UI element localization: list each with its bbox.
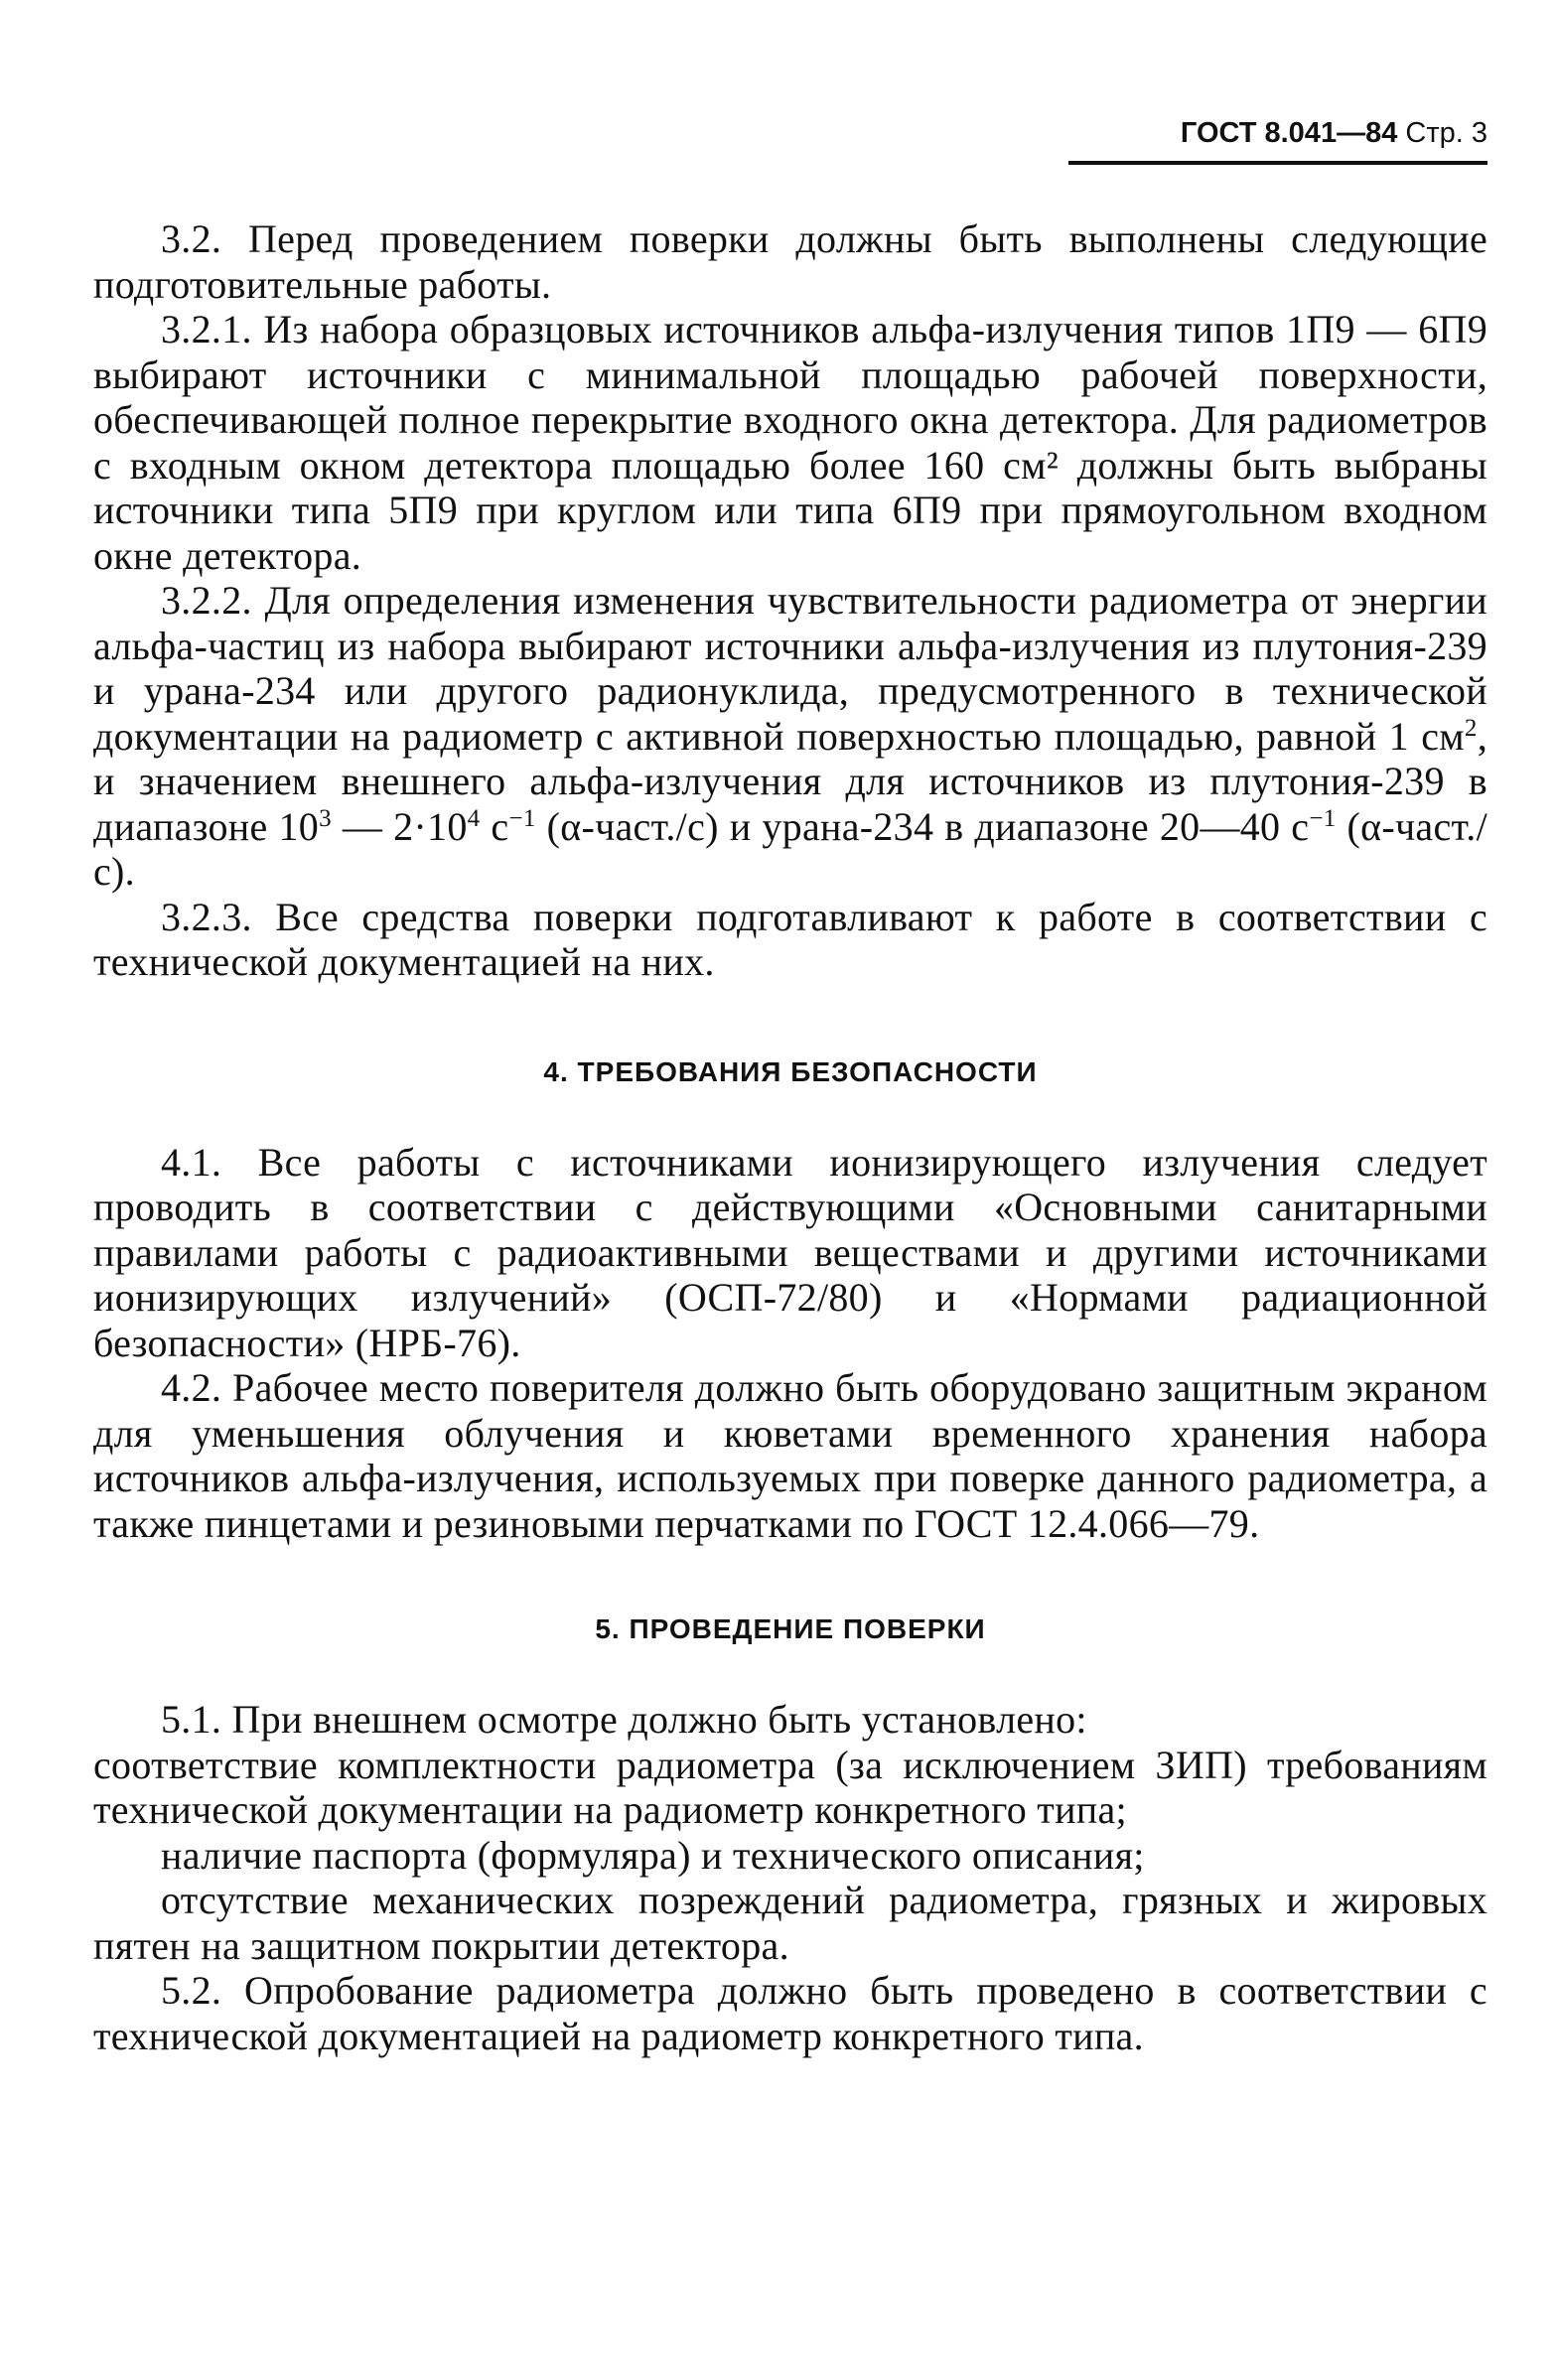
page-header [1068, 111, 1487, 165]
page-number: Стр. 3 [1405, 117, 1487, 149]
list-item-passport: наличие паспорта (формуляра) и технического описания; [161, 1832, 1145, 1878]
paragraph-4-2: 4.2. Рабочее место поверителя должно быть оборудовано защитным экраном для уменьшения облучения и кюветами временного хранения набора источников альфа-излучения, используемых при поверке данного радиометра, а также пинцетами и резиновыми перчатками по ГОСТ 12.4.066—79. [93, 1365, 1487, 1546]
document-body [93, 216, 1487, 2058]
section-4-heading: 4. ТРЕБОВАНИЯ БЕЗОПАСНОСТИ [543, 1055, 1038, 1087]
standard-number: ГОСТ 8.041—84 [1180, 117, 1398, 149]
paragraph-4-1: 4.1. Все работы с источниками ионизирующего излучения следует проводить в соответствии с действующими «Основными санитарными правилами работы с радиоактивными веществами и другими источниками ионизирующих излучений» (ОСП-72/80) и «Нормами радиационной безопасности» (НРБ-76). [93, 1139, 1487, 1365]
list-item-completeness: соответствие комплектности радиометра (за исключением ЗИП) требованиям технической документации на радиометр конкретного типа; [93, 1742, 1487, 1832]
paragraph-3-2-1: 3.2.1. Из набора образцовых источников альфа-излучения типов 1П9 — 6П9 выбирают источники с минимальной площадью рабочей поверхности, обеспечивающей полное перекрытие входного окна детектора. Для радиометров с входным окном детектора площадью более 160 см² должны быть выбраны источники типа 5П9 при круглом или типа 6П9 при прямоугольном входном окне детектора. [93, 307, 1487, 578]
section-5-heading: 5. ПРОВЕДЕНИЕ ПОВЕРКИ [595, 1613, 986, 1644]
paragraph-3-2-3: 3.2.3. Все средства поверки подготавливают к работе в соответствии с технической документацией на них. [93, 894, 1487, 984]
list-item-damage: отсутствие механических позреждений радиометра, грязных и жировых пятен на защитном покрытии детектора. [93, 1878, 1487, 1968]
paragraph-3-2: 3.2. Перед проведением поверки должны быть выполнены следующие подготовительные работы. [93, 216, 1487, 307]
paragraph-5-2: 5.2. Опробование радиометра должно быть проведено в соответствии с технической документацией на радиометр конкретного типа. [93, 1968, 1487, 2058]
paragraph-3-2-2: 3.2.2. Для определения изменения чувствительности радиометра от энергии альфа-частиц из набора выбирают источники альфа-излучения из плутония-239 и урана-234 или другого радионуклида, предусмотренного в технической документации на радиометр с активной поверхностью площадью, равной 1 $см^2$, и значением внешнего альфа-излучения для источников из плутония-239 в диапазоне $10^3$ — $2\cdot 10^4$ $с^{-1}$ (α-част./с) и урана-234 в диапазоне 20—40 $с^{-1}$ (α-част./с). [93, 578, 1487, 894]
paragraph-5-1: 5.1. При внешнем осмотре должно быть установлено: [161, 1697, 1087, 1742]
